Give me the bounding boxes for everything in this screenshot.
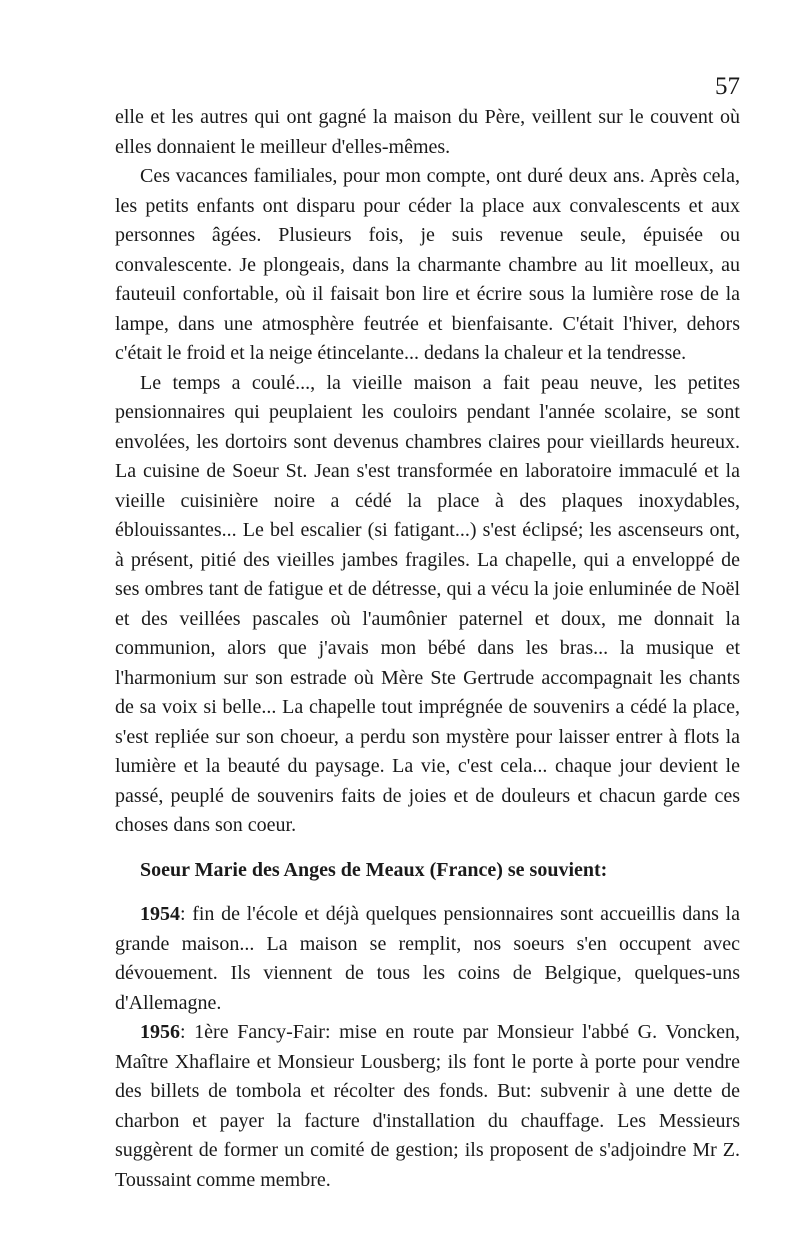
paragraph-vacances <box>115 162 740 369</box>
entry-1954 <box>115 900 740 1018</box>
paragraph-temps <box>115 369 740 841</box>
entry-1956 <box>115 1018 740 1195</box>
entry-1954-year: 1954 <box>140 903 180 925</box>
paragraph-continuation: elle et les autres qui ont gagné la maison du Père, veillent sur le couvent où elles donnaient le meilleur d'elles-mêmes. <box>115 106 740 158</box>
paragraph-vacances-text: Ces vacances familiales, pour mon compte, ont duré deux ans. Après cela, les petits enfants ont disparu pour céder la place aux convalescents et aux personnes âgées. Plusieurs fois, je suis revenue seule, épuisée ou convalescente. Je plongeais, dans la charmante chambre au lit moelleux, au fauteuil confortable, où il faisait bon lire et écrire sous la lumière rose de la lampe, dans une atmosphère feutrée et bienfaisante. C'était l'hiver, dehors c'était le froid et la neige étincelante... dedans la chaleur et la tendresse. <box>115 165 740 364</box>
entry-1956-text: : 1ère Fancy-Fair: mise en route par Monsieur l'abbé G. Voncken, Maître Xhaflaire et Monsieur Lousberg; ils font le porte à porte pour vendre des billets de tombola et récolter des fonds. But: subvenir à une dette de charbon et payer la facture d'installation du chauffage. Les Messieurs suggèrent de former un comité de gestion; ils proposent de s'adjoindre Mr Z. Toussaint comme membre. <box>115 1021 740 1191</box>
body-text <box>115 103 740 1195</box>
entry-1954-text: : fin de l'école et déjà quelques pensionnaires sont accueillis dans la grande maison... La maison se remplit, nos soeurs s'en occupent avec dévouement. Ils viennent de tous les coins de Belgique, quelques-uns d'Allemagne. <box>115 903 740 1014</box>
page-number: 57 <box>715 73 740 100</box>
paragraph-temps-text: Le temps a coulé..., la vieille maison a fait peau neuve, les petites pensionnaires qui peuplaient les couloirs pendant l'année scolaire, se sont envolées, les dortoirs sont devenus chambres claires pour vieillards heureux. La cuisine de Soeur St. Jean s'est transformée en laboratoire immaculé et la vieille cuisinière noire a cédé la place à des plaques inoxydables, éblouissantes... Le bel escalier (si fatigant...) s'est éclipsé; les ascenseurs ont, à présent, pitié des vieilles jambes fragiles. La chapelle, qui a enveloppé de ses ombres tant de fatigue et de détresse, qui a vécu la joie enluminée de Noël et des veillées pascales où l'aumônier paternel et doux, me donnait la communion, alors que j'avais mon bébé dans les bras... la musique et l'harmonium sur son estrade où Mère Ste Gertrude accompagnait les chants de sa voix si belle... La chapelle tout imprégnée de souvenirs a cédé la place, s'est repliée sur son choeur, a perdu son mystère pour laisser entrer à flots la lumière et la beauté du paysage. La vie, c'est cela... chaque jour devient le passé, peuplé de souvenirs faits de joies et de douleurs et chacun garde ces choses dans son coeur. <box>115 371 740 836</box>
section-heading: Soeur Marie des Anges de Meaux (France) se souvient: <box>140 858 608 881</box>
entry-1956-year: 1956 <box>140 1021 180 1043</box>
